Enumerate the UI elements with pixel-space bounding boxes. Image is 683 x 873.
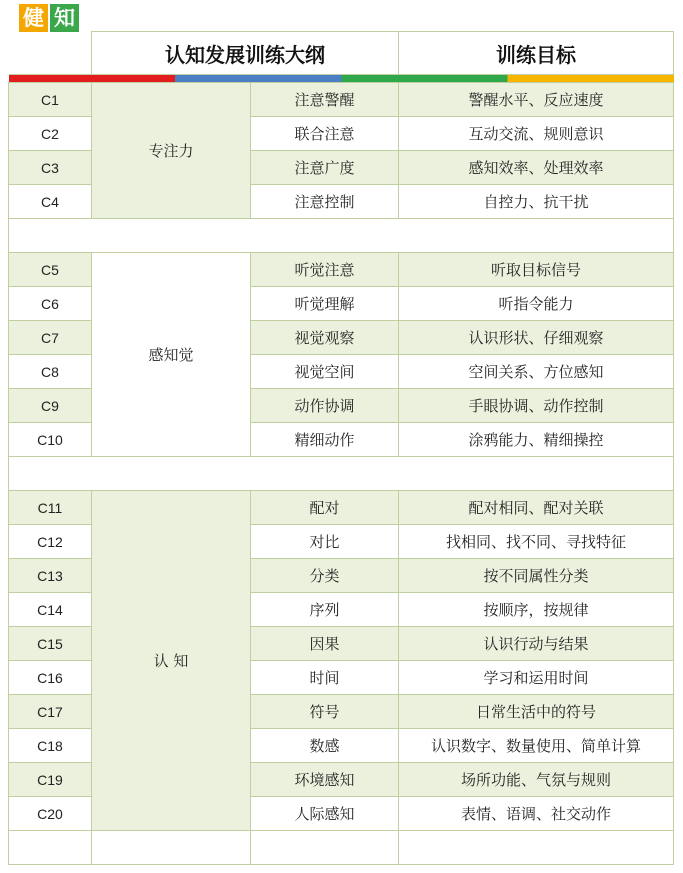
training-item-name: 分类 <box>251 559 399 593</box>
category-label: 专注力 <box>92 83 251 219</box>
training-goal: 手眼协调、动作控制 <box>399 389 674 423</box>
training-goal: 感知效率、处理效率 <box>399 151 674 185</box>
row-code: C6 <box>9 287 92 321</box>
training-item-name: 环境感知 <box>251 763 399 797</box>
category-label: 认 知 <box>92 491 251 831</box>
training-item-name: 数感 <box>251 729 399 763</box>
training-goal: 听取目标信号 <box>399 253 674 287</box>
row-code: C20 <box>9 797 92 831</box>
empty-cell <box>9 831 92 865</box>
row-code: C4 <box>9 185 92 219</box>
training-outline-table <box>8 31 674 865</box>
training-goal: 互动交流、规则意识 <box>399 117 674 151</box>
row-code: C12 <box>9 525 92 559</box>
table-row <box>9 253 674 287</box>
row-code: C5 <box>9 253 92 287</box>
spacer-row <box>9 219 674 253</box>
training-item-name: 注意警醒 <box>251 83 399 117</box>
training-goal: 空间关系、方位感知 <box>399 355 674 389</box>
training-item-name: 因果 <box>251 627 399 661</box>
header-goal: 训练目标 <box>399 32 674 75</box>
training-item-name: 注意控制 <box>251 185 399 219</box>
training-goal: 认识行动与结果 <box>399 627 674 661</box>
training-goal: 涂鸦能力、精细操控 <box>399 423 674 457</box>
empty-cell <box>251 831 399 865</box>
training-item-name: 听觉理解 <box>251 287 399 321</box>
training-goal: 按不同属性分类 <box>399 559 674 593</box>
logo-char: 知 <box>50 4 79 33</box>
empty-cell <box>92 831 251 865</box>
training-goal: 听指令能力 <box>399 287 674 321</box>
row-code: C18 <box>9 729 92 763</box>
row-code: C14 <box>9 593 92 627</box>
training-goal: 找相同、找不同、寻找特征 <box>399 525 674 559</box>
training-item-name: 注意广度 <box>251 151 399 185</box>
logo-char: 健 <box>19 4 48 33</box>
training-goal: 警醒水平、反应速度 <box>399 83 674 117</box>
training-item-name: 精细动作 <box>251 423 399 457</box>
training-item-name: 听觉注意 <box>251 253 399 287</box>
training-item-name: 视觉观察 <box>251 321 399 355</box>
row-code: C7 <box>9 321 92 355</box>
table-row <box>9 491 674 525</box>
row-code: C3 <box>9 151 92 185</box>
row-code: C13 <box>9 559 92 593</box>
row-code: C19 <box>9 763 92 797</box>
training-goal: 自控力、抗干扰 <box>399 185 674 219</box>
header-color-bar <box>9 75 674 83</box>
row-code: C15 <box>9 627 92 661</box>
category-label: 感知觉 <box>92 253 251 457</box>
row-code: C11 <box>9 491 92 525</box>
training-item-name: 动作协调 <box>251 389 399 423</box>
training-item-name: 联合注意 <box>251 117 399 151</box>
training-item-name: 配对 <box>251 491 399 525</box>
header-blank-cell <box>9 32 92 75</box>
training-goal: 场所功能、气氛与规则 <box>399 763 674 797</box>
row-code: C8 <box>9 355 92 389</box>
row-code: C17 <box>9 695 92 729</box>
training-item-name: 对比 <box>251 525 399 559</box>
training-goal: 表情、语调、社交动作 <box>399 797 674 831</box>
spacer-cell <box>9 457 674 491</box>
training-goal: 认识数字、数量使用、简单计算 <box>399 729 674 763</box>
table-body <box>9 83 674 865</box>
row-code: C2 <box>9 117 92 151</box>
training-goal: 认识形状、仔细观察 <box>399 321 674 355</box>
spacer-cell <box>9 219 674 253</box>
spacer-row <box>9 457 674 491</box>
training-item-name: 序列 <box>251 593 399 627</box>
training-goal: 配对相同、配对关联 <box>399 491 674 525</box>
training-item-name: 视觉空间 <box>251 355 399 389</box>
row-code: C16 <box>9 661 92 695</box>
training-item-name: 人际感知 <box>251 797 399 831</box>
table-row <box>9 83 674 117</box>
empty-row <box>9 831 674 865</box>
empty-cell <box>399 831 674 865</box>
row-code: C9 <box>9 389 92 423</box>
training-item-name: 时间 <box>251 661 399 695</box>
row-code: C1 <box>9 83 92 117</box>
training-goal: 日常生活中的符号 <box>399 695 674 729</box>
header-outline: 认知发展训练大纲 <box>92 32 399 75</box>
training-goal: 学习和运用时间 <box>399 661 674 695</box>
training-item-name: 符号 <box>251 695 399 729</box>
row-code: C10 <box>9 423 92 457</box>
training-goal: 按顺序，按规律 <box>399 593 674 627</box>
